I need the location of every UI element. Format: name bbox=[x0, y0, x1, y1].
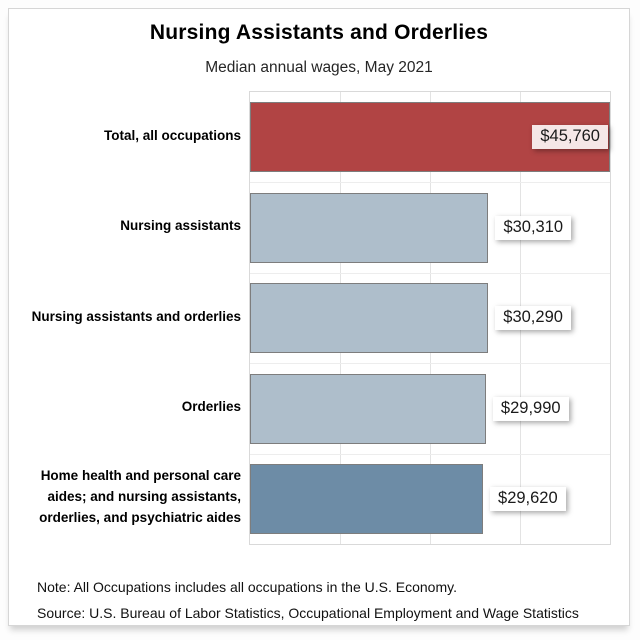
category-label-0: Total, all occupations bbox=[103, 127, 241, 143]
value-label-4: $29,620 bbox=[490, 487, 566, 511]
value-label-0: $45,760 bbox=[532, 125, 608, 149]
bar-row-4 bbox=[250, 454, 610, 544]
bar-4 bbox=[250, 464, 483, 534]
bar-row-0 bbox=[250, 92, 610, 182]
category-labels bbox=[23, 91, 241, 543]
value-label-3: $29,990 bbox=[493, 397, 569, 421]
bar-row-1 bbox=[250, 182, 610, 272]
category-label-3: Orderlies bbox=[181, 398, 241, 414]
bar-row-2 bbox=[250, 273, 610, 363]
category-label-1: Nursing assistants bbox=[120, 218, 241, 234]
category-label-4: Home health and personal care aides; and nursing assistants, orderlies, and psychiatric aides bbox=[39, 468, 241, 526]
chart-title: Nursing Assistants and Orderlies bbox=[149, 21, 489, 44]
bar-row-3 bbox=[250, 363, 610, 453]
value-label-1: $30,310 bbox=[495, 216, 571, 240]
bar-3 bbox=[250, 374, 486, 444]
chart-card bbox=[8, 8, 630, 626]
chart-subtitle: Median annual wages, May 2021 bbox=[205, 59, 433, 76]
note-text: Note: All Occupations includes all occupations in the U.S. Economy. bbox=[37, 579, 457, 595]
source-text: Source: U.S. Bureau of Labor Statistics, Occupational Employment and Wage Statistics bbox=[37, 605, 579, 621]
value-label-2: $30,290 bbox=[495, 306, 571, 330]
chart-notes bbox=[37, 574, 579, 626]
bar-1 bbox=[250, 193, 488, 263]
category-label-2: Nursing assistants and orderlies bbox=[31, 308, 241, 324]
bar-2 bbox=[250, 283, 488, 353]
plot-area bbox=[249, 91, 611, 545]
